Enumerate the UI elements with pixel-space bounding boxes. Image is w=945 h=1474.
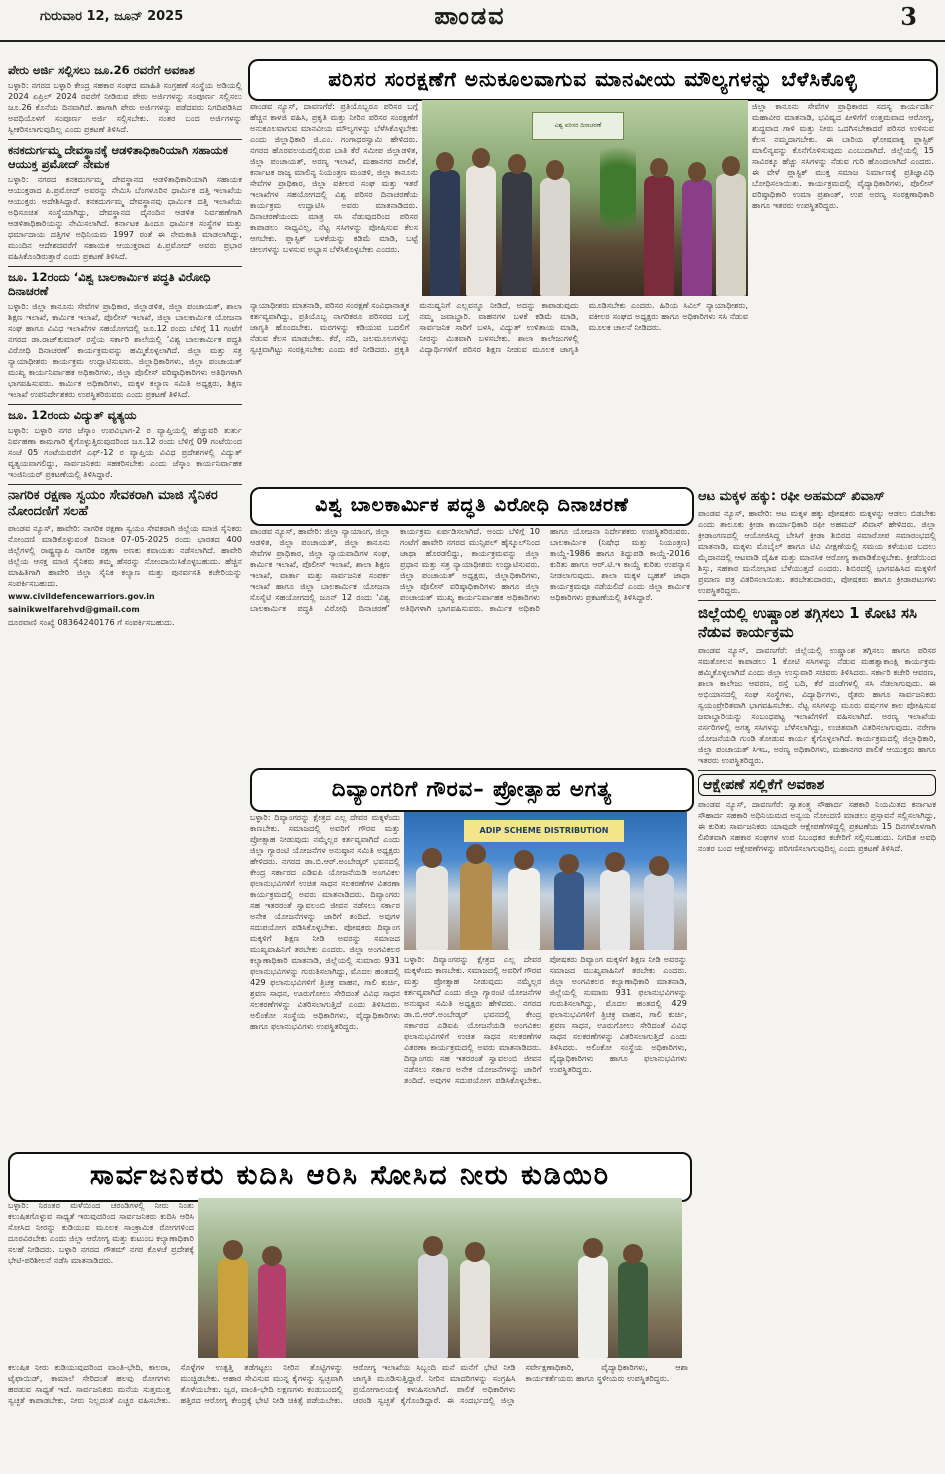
child-labour-text: ಪಾಂಡವ ನ್ಯೂಸ್, ಹಾವೇರಿ: ಜಿಲ್ಲಾ ನ್ಯಾಯಾಂಗ, ಜಿಲ್ಲಾ ಆಡಳಿತ, ಜಿಲ್ಲಾ ಪಂಚಾಯತ್, ಜಿಲ್ಲಾ ಕಾನೂನು ಸೇವೆಗಳ ಪ್ರಾಧಿಕಾರ, ಜಿಲ್ಲಾ ನ್ಯಾಯವಾದಿಗಳ ಸಂಘ, ಕಾರ್ಮಿಕ ಇಲಾಖೆ, ಪೊಲೀಸ್ ಇಲಾಖೆ, ಶಾಲಾ ಶಿಕ್ಷಣ ಇಲಾಖೆ, ವಾರ್ತಾ ಮತ್ತು ಸಾರ್ವಜನಿಕ ಸಂಪರ್ಕ ಇಲಾಖೆ ಹಾಗೂ ಜಿಲ್ಲಾ ಬಾಲಕಾರ್ಮಿಕ ಯೋಜನಾ ಸೊಸೈಟಿ ಸಹಯೋಗದಲ್ಲಿ ಜೂನ್ 12 ರಂದು ‘ವಿಶ್ವ ಬಾಲಕಾರ್ಮಿಕ ಪದ್ಧತಿ ವಿರೋಧಿ ದಿನಾಚರಣೆ’ ಕಾರ್ಯಕ್ರಮ ಏರ್ಪಡಿಸಲಾಗಿದೆ. ಅಂದು ಬೆಳಿಗ್ಗೆ 10 ಗಂಟೆಗೆ ಹಾವೇರಿ ನಗರದ ಮುನ್ಸಿಪಲ್ ಹೈಸ್ಕೂಲ್‌ನಿಂದ ಜಾಥಾ ಹೊರಡಲಿದ್ದು, ಕಾರ್ಯಕ್ರಮವನ್ನು ಜಿಲ್ಲಾ ಪ್ರಧಾನ ಮತ್ತು ಸತ್ರ ನ್ಯಾಯಾಧೀಶರು ಉದ್ಘಾಟಿಸುವರು. ಜಿಲ್ಲಾ ಪಂಚಾಯತ್ ಅಧ್ಯಕ್ಷರು, ಜಿಲ್ಲಾಧಿಕಾರಿಗಳು, ಜಿಲ್ಲಾ ಪೊಲೀಸ್ ವರಿಷ್ಠಾಧಿಕಾರಿಗಳು ಹಾಗೂ ಜಿಲ್ಲಾ ಪಂಚಾಯತ್ ಮುಖ್ಯ ಕಾರ್ಯನಿರ್ವಾಹಕ ಅಧಿಕಾರಿಗಳು ಅತಿಥಿಗಳಾಗಿ ಭಾಗವಹಿಸುವರು. ಕಾರ್ಮಿಕ ಅಧಿಕಾರಿ ಹಾಗೂ ಯೋಜನಾ ನಿರ್ದೇಶಕರು ಉಪಸ್ಥಿತರಿರುವರು. ಬಾಲಕಾರ್ಮಿಕ (ನಿಷೇಧ ಮತ್ತು ನಿಯಂತ್ರಣ) ಕಾಯ್ದೆ-1986 ಹಾಗೂ ತಿದ್ದುಪಡಿ ಕಾಯ್ದೆ-2016 ಕುರಿತು ಹಾಗೂ ಆರ್.ಟಿ.ಇ ಕಾಯ್ದೆ ಕುರಿತು ಉಪನ್ಯಾಸ ನೀಡಲಾಗುವುದು. ಶಾಲಾ ಮಕ್ಕಳ ಬೃಹತ್ ಜಾಥಾ ಕಾರ್ಯಕ್ರಮವೂ ನಡೆಯಲಿದೆ ಎಂದು ಜಿಲ್ಲಾ ಕಾರ್ಮಿಕ ಅಧಿಕಾರಿಗಳು ಪ್ರಕಟಣೆಯಲ್ಲಿ ತಿಳಿಸಿದ್ದಾರೆ. bbox=[250, 526, 690, 613]
person-head bbox=[223, 1240, 243, 1260]
person-head bbox=[436, 152, 454, 172]
banner-child-labour: ವಿಶ್ವ ಬಾಲಕಾರ್ಮಿಕ ಪದ್ಧತಿ ವಿರೋಧಿ ದಿನಾಚರಣೆ bbox=[250, 487, 694, 526]
headline-play-right: ಆಟ ಮಕ್ಕಳ ಹಕ್ಕು: ರಫೀ ಅಹಮದ್ ಖಿವಾಸ್ bbox=[698, 489, 885, 504]
environment-text-1: ಪಾಂಡವ ನ್ಯೂಸ್, ದಾವಣಗೆರೆ: ಪ್ರತಿಯೊಬ್ಬರೂ ಪರಿಸರ ಬಗ್ಗೆ ಹೆಚ್ಚಿನ ಕಾಳಜಿ ವಹಿಸಿ, ಪ್ರಕೃತಿ ಮತ್ತು ನೀರಿನ ಪರಿಸರ ಸಂರಕ್ಷಣೆಗೆ ಅನುಕೂಲವಾಗುವ ಮಾನವೀಯ ಮೌಲ್ಯಗಳನ್ನು ಬೆಳೆಸಿಕೊಳ್ಳಬೇಕು ಎಂದು ಜಿಲ್ಲಾಧಿಕಾರಿ ಜಿ.ಎಂ. ಗಂಗಾಧರಸ್ವಾಮಿ ಹೇಳಿದರು. ನಗರದ ಹೊರವಲಯದಲ್ಲಿರುವ ಬಾತಿ ಕೆರೆ ಸಮೀಪ ಜಿಲ್ಲಾಡಳಿತ, ಜಿಲ್ಲಾ ಪಂಚಾಯತ್, ಅರಣ್ಯ ಇಲಾಖೆ, ಮಹಾನಗರ ಪಾಲಿಕೆ, ಕರ್ನಾಟಕ ರಾಜ್ಯ ಮಾಲಿನ್ಯ ನಿಯಂತ್ರಣ ಮಂಡಳಿ, ಜಿಲ್ಲಾ ಕಾನೂನು ಸೇವೆಗಳ ಪ್ರಾಧಿಕಾರ, ಜಿಲ್ಲಾ ವಕೀಲರ ಸಂಘ ಮತ್ತು ಇತರೆ ಇಲಾಖೆಗಳ ಸಹಯೋಗದಲ್ಲಿ ವಿಶ್ವ ಪರಿಸರ ದಿನಾಚರಣೆಯ ಕಾರ್ಯಕ್ರಮ ಉದ್ಘಾಟಿಸಿ ಅವರು ಮಾತನಾಡಿದರು. ದಿನಾಚರಣೆಯಂದು ಮಾತ್ರ ಸಸಿ ನೆಡುವುದರಿಂದ ಪರಿಸರ ಕಾಪಾಡಲು ಸಾಧ್ಯವಿಲ್ಲ, ನೆಟ್ಟ ಸಸಿಗಳನ್ನು ಪೋಷಿಸುವ ಕೆಲಸ ಆಗಬೇಕು. ಪ್ಲಾಸ್ಟಿಕ್ ಬಳಕೆಯನ್ನು ಕಡಿಮೆ ಮಾಡಿ, ಬಟ್ಟೆ ಚೀಲಗಳನ್ನು ಬಳಸುವ ಅಭ್ಯಾಸ ಬೆಳೆಸಿಕೊಳ್ಳಬೇಕು ಎಂದರು. bbox=[250, 101, 418, 254]
environment-col-4 bbox=[752, 101, 934, 481]
article-body-objection: ಪಾಂಡವ ನ್ಯೂಸ್, ದಾವಣಗೆರೆ: ಸ್ವಾತಂತ್ರ್ಯ ಸೌಹಾರ್ದ ಸಹಕಾರಿ ನಿಯಮಿತದ ಕರ್ನಾಟಕ ಸೌಹಾರ್ದ ಸಹಕಾರಿ ಅಧಿನಿಯಮದ ಅನ್ವಯ ನೋಂದಣಿ ಮಾಡಲು ಪ್ರಸ್ತಾವನೆ ಸಲ್ಲಿಸಲಾಗಿದ್ದು, ಈ ಕುರಿತು ಸಾರ್ವಜನಿಕರು ಯಾವುದೇ ಆಕ್ಷೇಪಣೆಗಳಿದ್ದಲ್ಲಿ ಪ್ರಕಟಣೆಯ 15 ದಿನಗಳೊಳಗಾಗಿ ಲಿಖಿತವಾಗಿ ಸಹಕಾರ ಸಂಘಗಳ ಉಪ ನಿಬಂಧಕರ ಕಚೇರಿಗೆ ಸಲ್ಲಿಸಬಹುದು. ನಿಗದಿತ ಅವಧಿ ನಂತರ ಬಂದ ಆಕ್ಷೇಪಣೆಗಳನ್ನು ಪರಿಗಣಿಸಲಾಗುವುದಿಲ್ಲ ಎಂದು ಪ್ರಕಟಣೆ ತಿಳಿಸಿದೆ. bbox=[698, 799, 936, 853]
person-figure bbox=[600, 870, 630, 950]
water-text-bottom: ಕಲುಷಿತ ನೀರು ಕುಡಿಯುವುದರಿಂದ ವಾಂತಿ-ಭೇದಿ, ಕಾಲರಾ, ಟೈಫಾಯಿಡ್, ಕಾಮಾಲೆ ಸೇರಿದಂತೆ ಹಲವು ರೋಗಗಳು ಹರಡುವ ಸಾಧ್ಯತೆ ಇದೆ. ಸಾರ್ವಜನಿಕರು ಮನೆಯ ಸುತ್ತಮುತ್ತ ಸ್ವಚ್ಛತೆ ಕಾಪಾಡಬೇಕು, ನೀರು ನಿಲ್ಲದಂತೆ ಎಚ್ಚರ ವಹಿಸಬೇಕು. ಸೊಳ್ಳೆಗಳ ಉತ್ಪತ್ತಿ ತಡೆಗಟ್ಟಲು ನೀರಿನ ತೊಟ್ಟಿಗಳನ್ನು ಮುಚ್ಚಿಡಬೇಕು. ಆಹಾರ ಸೇವಿಸುವ ಮುನ್ನ ಕೈಗಳನ್ನು ಸ್ವಚ್ಛವಾಗಿ ತೊಳೆಯಬೇಕು. ಜ್ವರ, ವಾಂತಿ-ಭೇದಿ ಲಕ್ಷಣಗಳು ಕಂಡುಬಂದಲ್ಲಿ ಹತ್ತಿರದ ಆರೋಗ್ಯ ಕೇಂದ್ರಕ್ಕೆ ಭೇಟಿ ನೀಡಿ ಚಿಕಿತ್ಸೆ ಪಡೆಯಬೇಕು. ಆರೋಗ್ಯ ಇಲಾಖೆಯ ಸಿಬ್ಬಂದಿ ಮನೆ ಮನೆಗೆ ಭೇಟಿ ನೀಡಿ ಜಾಗೃತಿ ಮೂಡಿಸುತ್ತಿದ್ದಾರೆ. ನೀರಿನ ಮಾದರಿಗಳನ್ನು ಸಂಗ್ರಹಿಸಿ ಪ್ರಯೋಗಾಲಯಕ್ಕೆ ಕಳುಹಿಸಲಾಗಿದೆ. ಪಾಲಿಕೆ ಅಧಿಕಾರಿಗಳು ಚರಂಡಿ ಸ್ವಚ್ಛತೆ ಕೈಗೊಂಡಿದ್ದಾರೆ. ಈ ಸಂದರ್ಭದಲ್ಲಿ ಜಿಲ್ಲಾ ಸರ್ವೇಕ್ಷಣಾಧಿಕಾರಿ, ವೈದ್ಯಾಧಿಕಾರಿಗಳು, ಆಶಾ ಕಾರ್ಯಕರ್ತೆಯರು ಹಾಗೂ ಸ್ಥಳೀಯರು ಉಪಸ್ಥಿತರಿದ್ದರು. bbox=[8, 1362, 688, 1405]
environment-text-bottom: ನ್ಯಾಯಾಧೀಶರು ಮಾತನಾಡಿ, ಪರಿಸರ ಸಂರಕ್ಷಣೆ ಸಂವಿಧಾನಾತ್ಮಕ ಕರ್ತವ್ಯವಾಗಿದ್ದು, ಪ್ರತಿಯೊಬ್ಬ ನಾಗರಿಕರೂ ಪರಿಸರದ ಬಗ್ಗೆ ಜಾಗೃತಿ ಹೊಂದಬೇಕು. ಮರಗಳನ್ನು ಕಡಿಯುವ ಬದಲಿಗೆ ನೆಡುವ ಕೆಲಸ ಮಾಡಬೇಕು. ಕೆರೆ, ನದಿ, ಜಲಮೂಲಗಳನ್ನು ಸ್ವಚ್ಛವಾಗಿಟ್ಟು ಸಂರಕ್ಷಿಸಬೇಕು ಎಂದು ಕರೆ ನೀಡಿದರು. ಪ್ರಕೃತಿ ಮನುಷ್ಯನಿಗೆ ಎಲ್ಲವನ್ನೂ ನೀಡಿದೆ, ಅದನ್ನು ಕಾಪಾಡುವುದು ನಮ್ಮ ಜವಾಬ್ದಾರಿ. ವಾಹನಗಳ ಬಳಕೆ ಕಡಿಮೆ ಮಾಡಿ, ಸಾರ್ವಜನಿಕ ಸಾರಿಗೆ ಬಳಸಿ, ವಿದ್ಯುತ್ ಉಳಿತಾಯ ಮಾಡಿ, ನೀರನ್ನು ಮಿತವಾಗಿ ಬಳಸಬೇಕು. ಶಾಲಾ ಕಾಲೇಜುಗಳಲ್ಲಿ ವಿದ್ಯಾರ್ಥಿಗಳಿಗೆ ಪರಿಸರ ಶಿಕ್ಷಣ ನೀಡುವ ಮೂಲಕ ಜಾಗೃತಿ ಮೂಡಿಸಬೇಕು ಎಂದರು. ಹಿರಿಯ ಸಿವಿಲ್ ನ್ಯಾಯಾಧೀಶರು, ವಕೀಲರ ಸಂಘದ ಅಧ್ಯಕ್ಷರು ಹಾಗೂ ಅಧಿಕಾರಿಗಳು ಸಸಿ ನೆಡುವ ಮೂಲಕ ಚಾಲನೆ ನೀಡಿದರು. bbox=[250, 300, 748, 354]
event-sign: ವಿಶ್ವ ಪರಿಸರ ದಿನಾಚರಣೆ bbox=[532, 112, 624, 140]
headline-civil-defence: ನಾಗರಿಕ ರಕ್ಷಣಾ ಸ್ವಯಂ ಸೇವಕರಾಗಿ ಮಾಜಿ ಸೈನಿಕರ ನೋಂದಣಿಗೆ ಸಲಹೆ bbox=[8, 488, 218, 519]
person-figure bbox=[644, 176, 674, 296]
person-figure bbox=[508, 868, 540, 950]
banner-environment-headline: ಪರಿಸರ ಸಂರಕ್ಷಣೆಗೆ ಅನುಕೂಲವಾಗುವ ಮಾನವೀಯ ಮೌಲ್ಯಗಳನ್ನು ಬೆಳೆಸಿಕೊಳ್ಳಿ bbox=[248, 59, 938, 101]
person-figure bbox=[466, 166, 496, 296]
person-head bbox=[546, 160, 564, 180]
environment-bottom-text bbox=[250, 300, 748, 482]
headline-temple-admin: ಕನಕದುರ್ಗಮ್ಮ ದೇವಸ್ಥಾನಕ್ಕೆ ಆಡಳಿತಾಧಿಕಾರಿಯಾಗಿ ಸಹಾಯಕ ಆಯುಕ್ತ ಪ್ರಮೋದ್ ನೇಮಕ bbox=[8, 143, 228, 171]
divyang-text-continued: ಬಳ್ಳಾರಿ: ದಿವ್ಯಾಂಗರನ್ನು ಕ್ಷೇತ್ರದ ಎಲ್ಲ ದೇವರ ಮಕ್ಕಳೆಂದು ಕಾಣಬೇಕು. ಸಮಾಜದಲ್ಲಿ ಅವರಿಗೆ ಗೌರವ ಮತ್ತು ಪ್ರೋತ್ಸಾಹ ನೀಡುವುದು ನಮ್ಮೆಲ್ಲರ ಕರ್ತವ್ಯವಾಗಿದೆ ಎಂದು ಜಿಲ್ಲಾ ಗ್ಯಾರಂಟಿ ಯೋಜನೆಗಳ ಅನುಷ್ಠಾನ ಸಮಿತಿ ಅಧ್ಯಕ್ಷರು ಹೇಳಿದರು. ನಗರದ ಡಾ.ಬಿ.ಆರ್.ಅಂಬೇಡ್ಕರ್ ಭವನದಲ್ಲಿ ಕೇಂದ್ರ ಸರ್ಕಾರದ ಎಡಿಐಪಿ ಯೋಜನೆಯಡಿ ಅಂಗವಿಕಲ ಫಲಾನುಭವಿಗಳಿಗೆ ಉಚಿತ ಸಾಧನ ಸಲಕರಣೆಗಳ ವಿತರಣಾ ಕಾರ್ಯಕ್ರಮದಲ್ಲಿ ಅವರು ಮಾತನಾಡಿದರು. ದಿವ್ಯಾಂಗರು ಸಹ ಇತರರಂತೆ ಸ್ವಾವಲಂಬಿ ಜೀವನ ನಡೆಸಲು ಸರ್ಕಾರ ಅನೇಕ ಯೋಜನೆಗಳನ್ನು ಜಾರಿಗೆ ತಂದಿದೆ. ಅವುಗಳ ಸದುಪಯೋಗ ಪಡಿಸಿಕೊಳ್ಳಬೇಕು. ಪೋಷಕರು ದಿವ್ಯಾಂಗ ಮಕ್ಕಳಿಗೆ ಶಿಕ್ಷಣ ನೀಡಿ ಅವರನ್ನು ಸಮಾಜದ ಮುಖ್ಯವಾಹಿನಿಗೆ ತರಬೇಕು ಎಂದರು. ಜಿಲ್ಲಾ ಅಂಗವಿಕಲರ ಕಲ್ಯಾಣಾಧಿಕಾರಿ ಮಾತನಾಡಿ, ಜಿಲ್ಲೆಯಲ್ಲಿ ಸುಮಾರು 931 ಫಲಾನುಭವಿಗಳನ್ನು ಗುರುತಿಸಲಾಗಿದ್ದು, ಮೊದಲ ಹಂತದಲ್ಲಿ 429 ಫಲಾನುಭವಿಗಳಿಗೆ ತ್ರಿಚಕ್ರ ವಾಹನ, ಗಾಲಿ ಕುರ್ಚಿ, ಶ್ರವಣ ಸಾಧನ, ಊರುಗೋಲು ಸೇರಿದಂತೆ ವಿವಿಧ ಸಾಧನ ಸಲಕರಣೆಗಳನ್ನು ವಿತರಿಸಲಾಗುತ್ತಿದೆ ಎಂದು ತಿಳಿಸಿದರು. ಅಲಿಂಕೋ ಸಂಸ್ಥೆಯ ಅಧಿಕಾರಿಗಳು, ವೈದ್ಯಾಧಿಕಾರಿಗಳು ಹಾಗೂ ಫಲಾನುಭವಿಗಳು ಉಪಸ್ಥಿತರಿದ್ದರು. bbox=[404, 954, 687, 1085]
issue-date: ಗುರುವಾರ 12, ಜೂನ್ 2025 bbox=[40, 9, 184, 24]
headline-one-crore-saplings: ಜಿಲ್ಲೆಯಲ್ಲಿ ಉಷ್ಣಾಂಶ ತಗ್ಗಿಸಲು 1 ಕೋಟಿ ಸಸಿ ನೆಡುವ ಕಾರ್ಯಕ್ರಮ bbox=[698, 604, 917, 641]
person-figure bbox=[554, 872, 584, 950]
article-body-loan: ಬಳ್ಳಾರಿ: ನಗರದ ಬಳ್ಳಾರಿ ಕೇಂದ್ರ ಸಹಕಾರ ಸಂಘದ ಮಾಹಿತಿ ಸಂಗ್ರಹಣೆ ಸಂಸ್ಥೆಯ ಅಡಿಯಲ್ಲಿ 2024 ಏಪ್ರಿಲ್ 2024 ರವರೆಗೆ ನೀಡಿರುವ ಪೇರು ಅರ್ಜಿಗಳನ್ನು ಸಂಪೂರ್ಣ ಸಲ್ಲಿಸಲು ಜೂ.26 ಕೊನೆಯ ದಿನವಾಗಿದೆ. ಹಾಗಾಗಿ ಪೇರು ಅರ್ಜಿಗಳನ್ನು ಪಡೆದವರು ನಿಗದಿಪಡಿಸಿದ ಅವಧಿಯೊಳಗೆ ಸಂಪೂರ್ಣ ಅರ್ಜಿ ಸಲ್ಲಿಸಬೇಕು. ನಂತರ ಬಂದ ಅರ್ಜಿಗಳನ್ನು ಸ್ವೀಕರಿಸಲಾಗುವುದಿಲ್ಲ ಎಂದು ಪ್ರಕಟಣೆ ತಿಳಿಸಿದೆ. bbox=[8, 80, 242, 134]
article-body-play-right: ಪಾಂಡವ ನ್ಯೂಸ್, ಹಾವೇರಿ: ಆಟ ಮಕ್ಕಳ ಹಕ್ಕು ಪೋಷಕರು ಮಕ್ಕಳನ್ನು ಆಡಲು ಬಿಡಬೇಕು ಎಂದು ತಾಲೂಕು ಕ್ರೀಡಾ ಕಾರ್ಯಾಧಿಕಾರಿ ರಫೀ ಅಹಮದ್ ಖಿವಾಸ್ ಹೇಳಿದರು. ಜಿಲ್ಲಾ ಕ್ರೀಡಾಂಗಣದಲ್ಲಿ ಆಯೋಜಿಸಿದ್ದ ಬೇಸಿಗೆ ಕ್ರೀಡಾ ಶಿಬಿರದ ಸಮಾರೋಪ ಸಮಾರಂಭದಲ್ಲಿ ಮಾತನಾಡಿ, ಮಕ್ಕಳು ಮೊಬೈಲ್ ಹಾಗೂ ಟಿವಿ ವೀಕ್ಷಣೆಯಲ್ಲಿ ಸಮಯ ಕಳೆಯುವ ಬದಲು ಮೈದಾನದಲ್ಲಿ ಆಟವಾಡಿ ದೈಹಿಕ ಮತ್ತು ಮಾನಸಿಕ ಆರೋಗ್ಯ ಕಾಪಾಡಿಕೊಳ್ಳಬೇಕು. ಕ್ರೀಡೆಯಿಂದ ಶಿಸ್ತು, ಸಹಕಾರ ಮನೋಭಾವ ಬೆಳೆಯುತ್ತದೆ ಎಂದರು. ಶಿಬಿರದಲ್ಲಿ ಭಾಗವಹಿಸಿದ ಮಕ್ಕಳಿಗೆ ಪ್ರಮಾಣ ಪತ್ರ ವಿತರಿಸಲಾಯಿತು. ತರಬೇತುದಾರರು, ಪೋಷಕರು ಹಾಗೂ ಕ್ರೀಡಾಪಟುಗಳು ಉಪಸ್ಥಿತರಿದ್ದರು. bbox=[698, 508, 936, 595]
headline-power-cut: ಜೂ. 12ರಂದು ವಿದ್ಯುತ್ ವ್ಯತ್ಯಯ bbox=[8, 408, 137, 422]
person-head bbox=[649, 856, 669, 876]
person-head bbox=[422, 848, 442, 868]
person-head bbox=[514, 850, 534, 870]
person-head bbox=[583, 1238, 603, 1258]
water-text-left: ಬಳ್ಳಾರಿ: ನಿರಂತರ ಮಳೆಯಿಂದ ಚರಂಡಿಗಳಲ್ಲಿ ನೀರು ನಿಂತು ಕಲುಷಿತಗೊಳ್ಳುವ ಸಾಧ್ಯತೆ ಇರುವುದರಿಂದ ಸಾರ್ವಜನಿಕರು ಕುದಿಸಿ ಆರಿಸಿ ಸೋಸಿದ ನೀರನ್ನು ಕುಡಿಯುವ ಮೂಲಕ ಸಾಂಕ್ರಾಮಿಕ ರೋಗಗಳಿಂದ ದೂರವಿರಬೇಕು ಎಂದು ಜಿಲ್ಲಾ ಆರೋಗ್ಯ ಮತ್ತು ಕುಟುಂಬ ಕಲ್ಯಾಣಾಧಿಕಾರಿ ಸಲಹೆ ನೀಡಿದರು. ಬಳ್ಳಾರಿ ನಗರದ ಗೌತಮ್ ನಗರ ಕೊಳಚೆ ಪ್ರದೇಶಕ್ಕೆ ಭೇಟಿ-ಪರಿಶೀಲನೆ ನಡೆಸಿ ಮಾತನಾಡಿದರು. bbox=[8, 1200, 194, 1265]
right-column bbox=[698, 486, 936, 1466]
divider bbox=[8, 266, 242, 267]
divider bbox=[8, 139, 242, 140]
tree-planting-photo bbox=[422, 100, 748, 296]
article-body-temple: ಬಳ್ಳಾರಿ: ನಗರದ ಕನಕದುರ್ಗಮ್ಮ ದೇವಸ್ಥಾನದ ಆಡಳಿತಾಧಿಕಾರಿಯಾಗಿ ಸಹಾಯಕ ಆಯುಕ್ತರಾದ ಪಿ.ಪ್ರಮೋದ್ ಅವರನ್ನು ನೇಮಿಸಿ ಬೆಂಗಳೂರಿನ ಧಾರ್ಮಿಕ ದತ್ತಿ ಇಲಾಖೆಯ ಆಯುಕ್ತರು ಆದೇಶಿಸಿದ್ದಾರೆ. ಕನಕದುರ್ಗಮ್ಮ ದೇವಸ್ಥಾನವು ಧಾರ್ಮಿಕ ದತ್ತಿ ಇಲಾಖೆಯ ಅಧಿಸೂಚಿತ ಸಂಸ್ಥೆಯಾಗಿದ್ದು, ದೇವಸ್ಥಾನದ ದೈನಂದಿನ ಆಡಳಿತ ನಿರ್ವಹಣೆಗಾಗಿ ಆಡಳಿತಾಧಿಕಾರಿಯನ್ನು ನೇಮಿಸಲಾಗಿದೆ. ಕರ್ನಾಟಕ ಹಿಂದೂ ಧಾರ್ಮಿಕ ಸಂಸ್ಥೆಗಳ ಮತ್ತು ಧರ್ಮಾದಾಯ ದತ್ತಿಗಳ ಅಧಿನಿಯಮ 1997 ರಂತೆ ಈ ನೇಮಕಾತಿ ಮಾಡಲಾಗಿದ್ದು, ಮುಂದಿನ ಆದೇಶದವರೆಗೆ ಸಹಾಯಕ ಆಯುಕ್ತರಾದ ಪಿ.ಪ್ರಮೋದ್ ಅವರು ಪ್ರಭಾರ ವಹಿಸಿಕೊಂಡಿರುತ್ತಾರೆ ಎಂದು ಪ್ರಕಟಣೆ ತಿಳಿಸಿದೆ. bbox=[8, 174, 242, 261]
person-figure bbox=[218, 1258, 248, 1358]
person-figure bbox=[540, 178, 570, 296]
divider bbox=[698, 770, 936, 771]
person-figure bbox=[716, 174, 746, 296]
person-figure bbox=[578, 1256, 608, 1358]
person-head bbox=[466, 844, 486, 864]
masthead bbox=[0, 0, 945, 42]
child-labour-article bbox=[250, 526, 690, 764]
environment-col-1 bbox=[250, 101, 418, 296]
water-left-text bbox=[8, 1200, 194, 1358]
left-column bbox=[8, 60, 242, 1148]
banner-boiled-water: ಸಾರ್ವಜನಿಕರು ಕುದಿಸಿ ಆರಿಸಿ ಸೋಸಿದ ನೀರು ಕುಡಿಯಿರಿ bbox=[8, 1152, 692, 1202]
divider bbox=[8, 484, 242, 485]
water-inspection-photo bbox=[198, 1198, 682, 1358]
email-link[interactable]: sainikwelfarehvd@gmail.com bbox=[8, 605, 140, 614]
person-figure bbox=[460, 1260, 490, 1358]
headline-child-labour-notice: ಜೂ. 12ರಂದು ‘ವಿಶ್ವ ಬಾಲಕಾರ್ಮಿಕ ಪದ್ಧತಿ ವಿರೋಧಿ ದಿನಾಚರಣೆ bbox=[8, 270, 211, 298]
person-head bbox=[688, 162, 706, 182]
person-head bbox=[650, 158, 668, 178]
person-head bbox=[472, 148, 490, 168]
stage-banner-text: ADIP SCHEME DISTRIBUTION bbox=[464, 820, 624, 842]
person-figure bbox=[644, 874, 674, 950]
article-body-power-cut: ಬಳ್ಳಾರಿ: ಬಳ್ಳಾರಿ ನಗರ ಜೆಸ್ಕಾಂ ಉಪವಿಭಾಗ-2 ರ ವ್ಯಾಪ್ತಿಯಲ್ಲಿ ಹೆಚ್ಚುವರಿ ತುರ್ತು ನಿರ್ವಹಣಾ ಕಾಮಗಾರಿ ಕೈಗೊಳ್ಳುತ್ತಿರುವುದರಿಂದ ಜೂ.12 ರಂದು ಬೆಳಿಗ್ಗೆ 09 ಗಂಟೆಯಿಂದ ಸಂಜೆ 05 ಗಂಟೆಯವರೆಗೆ ಎಫ್-12 ರ ವ್ಯಾಪ್ತಿಯ ವಿವಿಧ ಪ್ರದೇಶಗಳಲ್ಲಿ ವಿದ್ಯುತ್ ವ್ಯತ್ಯಯವಾಗಲಿದ್ದು, ಸಾರ್ವಜನಿಕರು ಸಹಕರಿಸಬೇಕು ಎಂದು ಜೆಸ್ಕಾಂ ಕಾರ್ಯನಿರ್ವಾಹಕ ಇಂಜಿನಿಯರ್ ಪ್ರಕಟಣೆಯಲ್ಲಿ ತಿಳಿಸಿದ್ದಾರೆ. bbox=[8, 425, 242, 479]
banner-divyang: ದಿವ್ಯಾಂಗರಿಗೆ ಗೌರವ– ಪ್ರೋತ್ಸಾಹ ಅಗತ್ಯ bbox=[250, 768, 694, 812]
person-figure bbox=[430, 170, 460, 296]
phone-text: ದೂರವಾಣಿ ಸಂಖ್ಯೆ 08364240176 ಗೆ ಸಂಪರ್ಕಿಸಬಹುದು. bbox=[8, 617, 175, 627]
headline-loan-deadline: ಪೇರು ಅರ್ಜಿ ಸಲ್ಲಿಸಲು ಜೂ.26 ರವರೆಗೆ ಅವಕಾಶ bbox=[8, 63, 195, 77]
person-head bbox=[722, 156, 740, 176]
person-figure bbox=[502, 172, 532, 296]
person-head bbox=[605, 852, 625, 872]
divyang-text: ಬಳ್ಳಾರಿ: ದಿವ್ಯಾಂಗರನ್ನು ಕ್ಷೇತ್ರದ ಎಲ್ಲ ದೇವರ ಮಕ್ಕಳೆಂದು ಕಾಣಬೇಕು. ಸಮಾಜದಲ್ಲಿ ಅವರಿಗೆ ಗೌರವ ಮತ್ತು ಪ್ರೋತ್ಸಾಹ ನೀಡುವುದು ನಮ್ಮೆಲ್ಲರ ಕರ್ತವ್ಯವಾಗಿದೆ ಎಂದು ಜಿಲ್ಲಾ ಗ್ಯಾರಂಟಿ ಯೋಜನೆಗಳ ಅನುಷ್ಠಾನ ಸಮಿತಿ ಅಧ್ಯಕ್ಷರು ಹೇಳಿದರು. ನಗರದ ಡಾ.ಬಿ.ಆರ್.ಅಂಬೇಡ್ಕರ್ ಭವನದಲ್ಲಿ ಕೇಂದ್ರ ಸರ್ಕಾರದ ಎಡಿಐಪಿ ಯೋಜನೆಯಡಿ ಅಂಗವಿಕಲ ಫಲಾನುಭವಿಗಳಿಗೆ ಉಚಿತ ಸಾಧನ ಸಲಕರಣೆಗಳ ವಿತರಣಾ ಕಾರ್ಯಕ್ರಮದಲ್ಲಿ ಅವರು ಮಾತನಾಡಿದರು. ದಿವ್ಯಾಂಗರು ಸಹ ಇತರರಂತೆ ಸ್ವಾವಲಂಬಿ ಜೀವನ ನಡೆಸಲು ಸರ್ಕಾರ ಅನೇಕ ಯೋಜನೆಗಳನ್ನು ಜಾರಿಗೆ ತಂದಿದೆ. ಅವುಗಳ ಸದುಪಯೋಗ ಪಡಿಸಿಕೊಳ್ಳಬೇಕು. ಪೋಷಕರು ದಿವ್ಯಾಂಗ ಮಕ್ಕಳಿಗೆ ಶಿಕ್ಷಣ ನೀಡಿ ಅವರನ್ನು ಸಮಾಜದ ಮುಖ್ಯವಾಹಿನಿಗೆ ತರಬೇಕು ಎಂದರು. ಜಿಲ್ಲಾ ಅಂಗವಿಕಲರ ಕಲ್ಯಾಣಾಧಿಕಾರಿ ಮಾತನಾಡಿ, ಜಿಲ್ಲೆಯಲ್ಲಿ ಸುಮಾರು 931 ಫಲಾನುಭವಿಗಳನ್ನು ಗುರುತಿಸಲಾಗಿದ್ದು, ಮೊದಲ ಹಂತದಲ್ಲಿ 429 ಫಲಾನುಭವಿಗಳಿಗೆ ತ್ರಿಚಕ್ರ ವಾಹನ, ಗಾಲಿ ಕುರ್ಚಿ, ಶ್ರವಣ ಸಾಧನ, ಊರುಗೋಲು ಸೇರಿದಂತೆ ವಿವಿಧ ಸಾಧನ ಸಲಕರಣೆಗಳನ್ನು ವಿತರಿಸಲಾಗುತ್ತಿದೆ ಎಂದು ತಿಳಿಸಿದರು. ಅಲಿಂಕೋ ಸಂಸ್ಥೆಯ ಅಧಿಕಾರಿಗಳು, ವೈದ್ಯಾಧಿಕಾರಿಗಳು ಹಾಗೂ ಫಲಾನುಭವಿಗಳು ಉಪಸ್ಥಿತರಿದ್ದರು. bbox=[250, 812, 400, 1031]
sapling-tree bbox=[600, 130, 636, 250]
divider bbox=[8, 404, 242, 405]
person-head bbox=[465, 1242, 485, 1262]
page-number: 3 bbox=[900, 2, 917, 31]
person-figure bbox=[460, 862, 492, 950]
person-figure bbox=[618, 1262, 648, 1358]
person-head bbox=[262, 1246, 282, 1266]
divyang-col-1 bbox=[250, 812, 400, 1148]
water-bottom-text bbox=[8, 1362, 688, 1468]
person-head bbox=[508, 154, 526, 174]
person-figure bbox=[258, 1264, 286, 1358]
person-head bbox=[423, 1236, 443, 1256]
headline-objection: ಆಕ್ಷೇಪಣೆ ಸಲ್ಲಿಕೆಗೆ ಅವಕಾಶ bbox=[698, 774, 936, 796]
person-figure bbox=[682, 180, 712, 296]
website-link[interactable]: www.civildefencewarriors.gov.in bbox=[8, 592, 155, 601]
article-body-civil-defence: ಪಾಂಡವ ನ್ಯೂಸ್, ಹಾವೇರಿ: ನಾಗರಿಕ ರಕ್ಷಣಾ ಸ್ವಯಂ ಸೇವಕರಾಗಿ ಜಿಲ್ಲೆಯ ಮಾಜಿ ಸೈನಿಕರು ನೋಂದಣಿ ಮಾಡಿಕೊಳ್ಳುವಂತೆ ದಿನಾಂಕ 07-05-2025 ರಂದು ಭಾರತದ 400 ಜಿಲ್ಲೆಗಳಲ್ಲಿ ರಾಷ್ಟ್ರವ್ಯಾಪಿ ನಾಗರಿಕ ರಕ್ಷಣಾ ಅಣಕು ಕವಾಯತು ನಡೆಸಲಾಗಿದೆ. ಹಾವೇರಿ ಜಿಲ್ಲೆಯ ಆಸಕ್ತ ಮಾಜಿ ಸೈನಿಕರು ತಮ್ಮ ಹೆಸರನ್ನು ನೋಂದಾಯಿಸಿಕೊಳ್ಳಬಹುದು. ಹೆಚ್ಚಿನ ಮಾಹಿತಿಗಾಗಿ ಹಾವೇರಿ ಜಿಲ್ಲಾ ಸೈನಿಕ ಕಲ್ಯಾಣ ಮತ್ತು ಪುನರ್ವಸತಿ ಕಚೇರಿಯನ್ನು ಸಂಪರ್ಕಿಸಬಹುದು. bbox=[8, 523, 242, 588]
newspaper-name: ಪಾಂಡವ bbox=[434, 2, 506, 30]
article-body-saplings: ಪಾಂಡವ ನ್ಯೂಸ್, ದಾವಣಗೆರೆ: ಜಿಲ್ಲೆಯಲ್ಲಿ ಉಷ್ಣಾಂಶ ತಗ್ಗಿಸಲು ಹಾಗೂ ಪರಿಸರ ಸಮತೋಲನ ಕಾಪಾಡಲು 1 ಕೋಟಿ ಸಸಿಗಳನ್ನು ನೆಡುವ ಮಹತ್ವಾಕಾಂಕ್ಷಿ ಕಾರ್ಯಕ್ರಮ ಹಮ್ಮಿಕೊಳ್ಳಲಾಗಿದೆ ಎಂದು ಜಿಲ್ಲಾ ಉಸ್ತುವಾರಿ ಸಚಿವರು ತಿಳಿಸಿದರು. ಸರ್ಕಾರಿ ಕಚೇರಿ ಆವರಣ, ಶಾಲಾ ಕಾಲೇಜು ಆವರಣ, ರಸ್ತೆ ಬದಿ, ಕೆರೆ ದಂಡೆಗಳಲ್ಲಿ ಸಸಿ ನೆಡಲಾಗುವುದು. ಈ ಅಭಿಯಾನದಲ್ಲಿ ಸಂಘ ಸಂಸ್ಥೆಗಳು, ವಿದ್ಯಾರ್ಥಿಗಳು, ರೈತರು ಹಾಗೂ ಸಾರ್ವಜನಿಕರು ಸ್ವಯಂಪ್ರೇರಿತವಾಗಿ ಭಾಗವಹಿಸಬೇಕು. ನೆಟ್ಟ ಸಸಿಗಳನ್ನು ಮೂರು ವರ್ಷಗಳ ಕಾಲ ಪೋಷಿಸುವ ಜವಾಬ್ದಾರಿಯನ್ನು ಸಂಬಂಧಪಟ್ಟ ಇಲಾಖೆಗಳಿಗೆ ವಹಿಸಲಾಗಿದೆ. ಅರಣ್ಯ ಇಲಾಖೆಯ ನರ್ಸರಿಗಳಲ್ಲಿ ಅಗತ್ಯ ಸಸಿಗಳನ್ನು ಬೆಳೆಸಲಾಗಿದ್ದು, ಉಚಿತವಾಗಿ ವಿತರಿಸಲಾಗುವುದು. ನರೇಗಾ ಯೋಜನೆಯಡಿ ಗುಂಡಿ ತೋಡುವ ಕಾರ್ಯ ಕೈಗೊಳ್ಳಲಾಗಿದೆ. ಕಾರ್ಯಕ್ರಮದಲ್ಲಿ ಜಿಲ್ಲಾಧಿಕಾರಿ, ಜಿಲ್ಲಾ ಪಂಚಾಯತ್ ಸಿಇಒ, ಅರಣ್ಯ ಅಧಿಕಾರಿಗಳು, ಮಹಾನಗರ ಪಾಲಿಕೆ ಆಯುಕ್ತರು ಹಾಗೂ ಇತರರು ಉಪಸ್ಥಿತರಿದ್ದರು. bbox=[698, 645, 936, 765]
divyang-bottom-text bbox=[404, 954, 687, 1148]
person-head bbox=[559, 854, 579, 874]
divyang-event-photo bbox=[404, 812, 687, 950]
person-figure bbox=[416, 866, 448, 950]
environment-text-4: ಜಿಲ್ಲಾ ಕಾನೂನು ಸೇವೆಗಳ ಪ್ರಾಧಿಕಾರದ ಸದಸ್ಯ ಕಾರ್ಯದರ್ಶಿ ಮಹಾವೀರ ಮಾತನಾಡಿ, ಭವಿಷ್ಯದ ಪೀಳಿಗೆಗೆ ಉತ್ತಮವಾದ ಆರೋಗ್ಯ, ಶುದ್ಧವಾದ ಗಾಳಿ ಮತ್ತು ನೀರು ಒದಗಿಸಬೇಕಾದರೆ ಪರಿಸರ ಉಳಿಸುವ ಕೆಲಸ ನಮ್ಮದಾಗಬೇಕು. ಈ ಬಾರಿಯ ಘೋಷವಾಕ್ಯ ಪ್ಲಾಸ್ಟಿಕ್ ಮಾಲಿನ್ಯವನ್ನು ಕೊನೆಗೊಳಿಸುವುದು ಎಂಬುದಾಗಿದೆ. ಜಿಲ್ಲೆಯಲ್ಲಿ 15 ಸಾವಿರಕ್ಕೂ ಹೆಚ್ಚು ಸಸಿಗಳನ್ನು ನೆಡುವ ಗುರಿ ಹೊಂದಲಾಗಿದೆ ಎಂದರು. ಈ ವೇಳೆ ಪ್ಲಾಸ್ಟಿಕ್ ಮುಕ್ತ ಸಮಾಜ ನಿರ್ಮಾಣಕ್ಕೆ ಪ್ರತಿಜ್ಞಾವಿಧಿ ಬೋಧಿಸಲಾಯಿತು. ಕಾರ್ಯಕ್ರಮದಲ್ಲಿ ವೈದ್ಯಾಧಿಕಾರಿಗಳು, ಪೊಲೀಸ್ ವರಿಷ್ಠಾಧಿಕಾರಿ ಉಮಾ ಪ್ರಶಾಂತ್, ಉಪ ಅರಣ್ಯ ಸಂರಕ್ಷಣಾಧಿಕಾರಿ ಹಾಗೂ ಇತರರು ಉಪಸ್ಥಿತರಿದ್ದರು. bbox=[752, 101, 934, 210]
person-head bbox=[623, 1244, 643, 1264]
person-figure bbox=[418, 1254, 448, 1358]
article-body-child-labour-notice: ಬಳ್ಳಾರಿ: ಜಿಲ್ಲಾ ಕಾನೂನು ಸೇವೆಗಳ ಪ್ರಾಧಿಕಾರ, ಜಿಲ್ಲಾಡಳಿತ, ಜಿಲ್ಲಾ ಪಂಚಾಯತ್, ಶಾಲಾ ಶಿಕ್ಷಣ ಇಲಾಖೆ, ಕಾರ್ಮಿಕ ಇಲಾಖೆ, ಪೊಲೀಸ್ ಇಲಾಖೆ, ಜಿಲ್ಲಾ ಬಾಲಕಾರ್ಮಿಕ ಯೋಜನಾ ಸಂಘ ಹಾಗೂ ವಿವಿಧ ಇಲಾಖೆಗಳ ಸಹಯೋಗದಲ್ಲಿ ಜೂ.12 ರಂದು ಬೆಳಿಗ್ಗೆ 11 ಗಂಟೆಗೆ ನಗರದ ಡಾ.ರಾಜ್‌ಕುಮಾರ್ ರಸ್ತೆಯ ಸರ್ಕಾರಿ ಶಾಲೆಯಲ್ಲಿ ‘ವಿಶ್ವ ಬಾಲಕಾರ್ಮಿಕ ಪದ್ಧತಿ ವಿರೋಧಿ ದಿನಾಚರಣೆ’ ಕಾರ್ಯಕ್ರಮವನ್ನು ಹಮ್ಮಿಕೊಳ್ಳಲಾಗಿದೆ. ಜಿಲ್ಲಾ ಮತ್ತು ಸತ್ರ ನ್ಯಾಯಾಧೀಶರು ಕಾರ್ಯಕ್ರಮ ಉದ್ಘಾಟಿಸುವರು. ಜಿಲ್ಲಾಧಿಕಾರಿಗಳು, ಜಿಲ್ಲಾ ಪಂಚಾಯತ್ ಮುಖ್ಯ ಕಾರ್ಯನಿರ್ವಾಹಕ ಅಧಿಕಾರಿಗಳು, ಜಿಲ್ಲಾ ಪೊಲೀಸ್ ವರಿಷ್ಠಾಧಿಕಾರಿಗಳು ಅತಿಥಿಗಳಾಗಿ ಭಾಗವಹಿಸುವರು. ಕಾರ್ಮಿಕ ಅಧಿಕಾರಿಗಳು, ಮಕ್ಕಳ ಕಲ್ಯಾಣ ಸಮಿತಿ ಅಧ್ಯಕ್ಷರು, ಶಿಕ್ಷಣ ಇಲಾಖೆ ಉಪನಿರ್ದೇಶಕರು ಉಪಸ್ಥಿತರಿರುವರು ಎಂದು ಪ್ರಕಟಣೆ ತಿಳಿಸಿದೆ. bbox=[8, 301, 242, 399]
divider bbox=[698, 600, 936, 601]
